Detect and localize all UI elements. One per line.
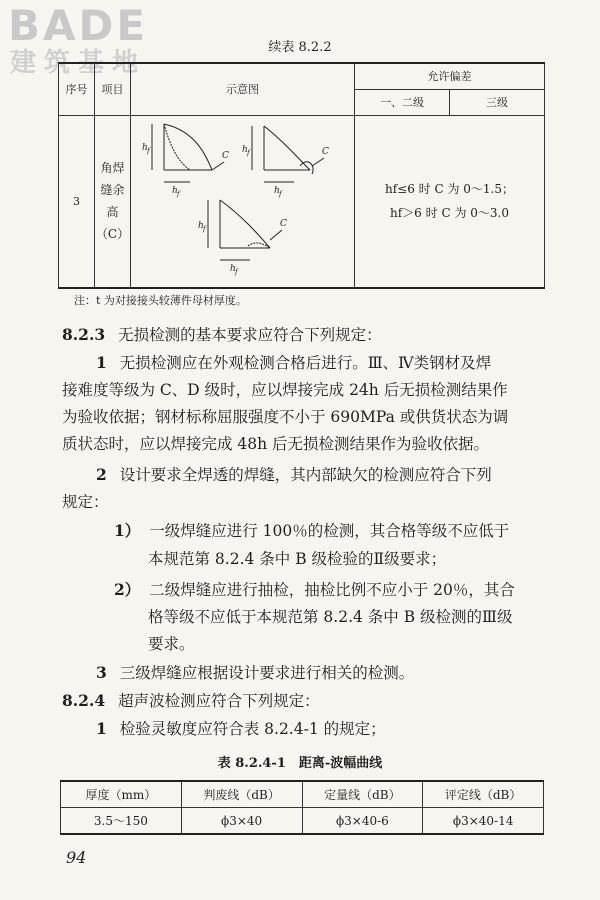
watermark-main: BADE [8, 1, 149, 50]
label-f: f [176, 189, 180, 198]
t2-cell: 3.5～150 [61, 808, 182, 835]
label-h: h [241, 144, 248, 155]
label-h: h [197, 220, 204, 231]
distance-amplitude-table [60, 780, 544, 835]
t2-cell: ϕ3×40-14 [423, 808, 544, 835]
t2-header: 厚度（mm） [61, 781, 182, 808]
sub-item-text: 一级焊缝应进行 100％的检测，其合格等级不应低于 [149, 522, 510, 540]
label-c: C [279, 218, 287, 229]
label-f: f [246, 148, 250, 157]
row-no: 3 [59, 115, 95, 288]
label-h: h [273, 185, 280, 196]
t2-cell: ϕ3×40 [181, 808, 302, 835]
label-f: f [234, 267, 238, 276]
item-line: （C） [95, 227, 130, 241]
watermark-sub: 建筑基地 [10, 48, 147, 78]
sub-item-2-line [114, 577, 515, 603]
label-c: C [321, 146, 329, 157]
header-tolerance: 允许偏差 [355, 63, 545, 89]
item-text: 设计要求全焊透的焊缝，其内部缺欠的检测应符合下列 [119, 466, 492, 484]
label-f: f [202, 224, 206, 233]
item-text: 检验灵敏度应符合表 8.2.4-1 的规定； [119, 720, 386, 738]
tolerance-cell [355, 115, 545, 288]
header-grade3: 三级 [450, 89, 545, 115]
t2-header: 评定线（dB） [423, 781, 544, 808]
item-2-line [96, 462, 492, 488]
header-item: 项目 [95, 63, 131, 115]
label-h: h [141, 142, 148, 153]
header-diagram: 示意图 [131, 63, 355, 115]
weld-tolerance-table [58, 62, 545, 289]
sub-item-number: 1） [114, 521, 141, 540]
item-number: 1 [96, 353, 107, 372]
item-text: 无损检测应在外观检测合格后进行。Ⅲ、Ⅳ类钢材及焊 [119, 354, 492, 372]
table-note: 注：t 为对接接头较薄件母材厚度。 [74, 294, 247, 307]
label-f: f [278, 189, 282, 198]
section-heading-text: 无损检测的基本要求应符合下列规定： [118, 326, 382, 344]
item-1-line: 为验收依据；钢材标称屈服强度不小于 690MPa 或供货状态为调 [62, 408, 509, 426]
header-no: 序号 [59, 63, 95, 115]
t2-header: 判废线（dB） [181, 781, 302, 808]
tolerance-line: hf≤6 时 C 为 0～1.5； [384, 182, 515, 196]
sub-item-1-line [114, 518, 509, 544]
item-text: 三级焊缝应根据设计要求进行相关的检测。 [119, 664, 415, 682]
item-1-line: 质状态时，应以焊接完成 48h 后无损检测结果作为验收依据。 [62, 435, 490, 453]
fillet-weld-diagram [132, 116, 354, 284]
item-line: 缝余 [100, 183, 125, 197]
item-3-line [96, 660, 414, 686]
item-line: 角焊 [100, 161, 125, 175]
sub-item-1-line: 本规范第 8.2.4 条中 B 级检验的Ⅱ级要求； [148, 550, 447, 568]
diagram-cell [131, 115, 355, 288]
item-number: 2 [96, 465, 107, 484]
item-line: 高 [106, 205, 119, 219]
sub-item-number: 2） [114, 580, 141, 599]
label-c: C [221, 150, 229, 161]
row-item [95, 115, 131, 288]
sub-item-2-line: 格等级不应低于本规范第 8.2.4 条中 B 级检测的Ⅲ级 [148, 608, 513, 626]
page-number: 94 [66, 848, 87, 867]
sub-item-2-line: 要求。 [148, 635, 195, 653]
section-824-heading [62, 688, 320, 714]
item-2-line: 规定： [62, 493, 109, 511]
section-823-heading [62, 322, 382, 348]
tolerance-line: hf＞6 时 C 为 0～3.0 [390, 206, 509, 220]
t2-header: 定量线（dB） [302, 781, 423, 808]
item-number: 1 [96, 719, 107, 738]
section-heading-text: 超声波检测应符合下列规定： [118, 692, 320, 710]
item-1-line [96, 350, 491, 376]
label-h: h [229, 263, 236, 274]
item-1-line [96, 716, 386, 742]
label-f: f [146, 146, 150, 155]
item-1-line: 接难度等级为 C、D 级时，应以焊接完成 24h 后无损检测结果作 [62, 381, 508, 399]
table2-title: 表 8.2.4-1 距离-波幅曲线 [217, 756, 383, 771]
t2-cell: ϕ3×40-6 [302, 808, 423, 835]
item-number: 3 [96, 663, 107, 682]
section-number: 8.2.4 [62, 691, 106, 710]
header-grade12: 一、二级 [355, 89, 450, 115]
table1-title: 续表 8.2.2 [268, 40, 332, 55]
section-number: 8.2.3 [62, 325, 106, 344]
sub-item-text: 二级焊缝应进行抽检，抽检比例不应小于 20％，其合 [149, 581, 515, 599]
label-h: h [171, 185, 178, 196]
